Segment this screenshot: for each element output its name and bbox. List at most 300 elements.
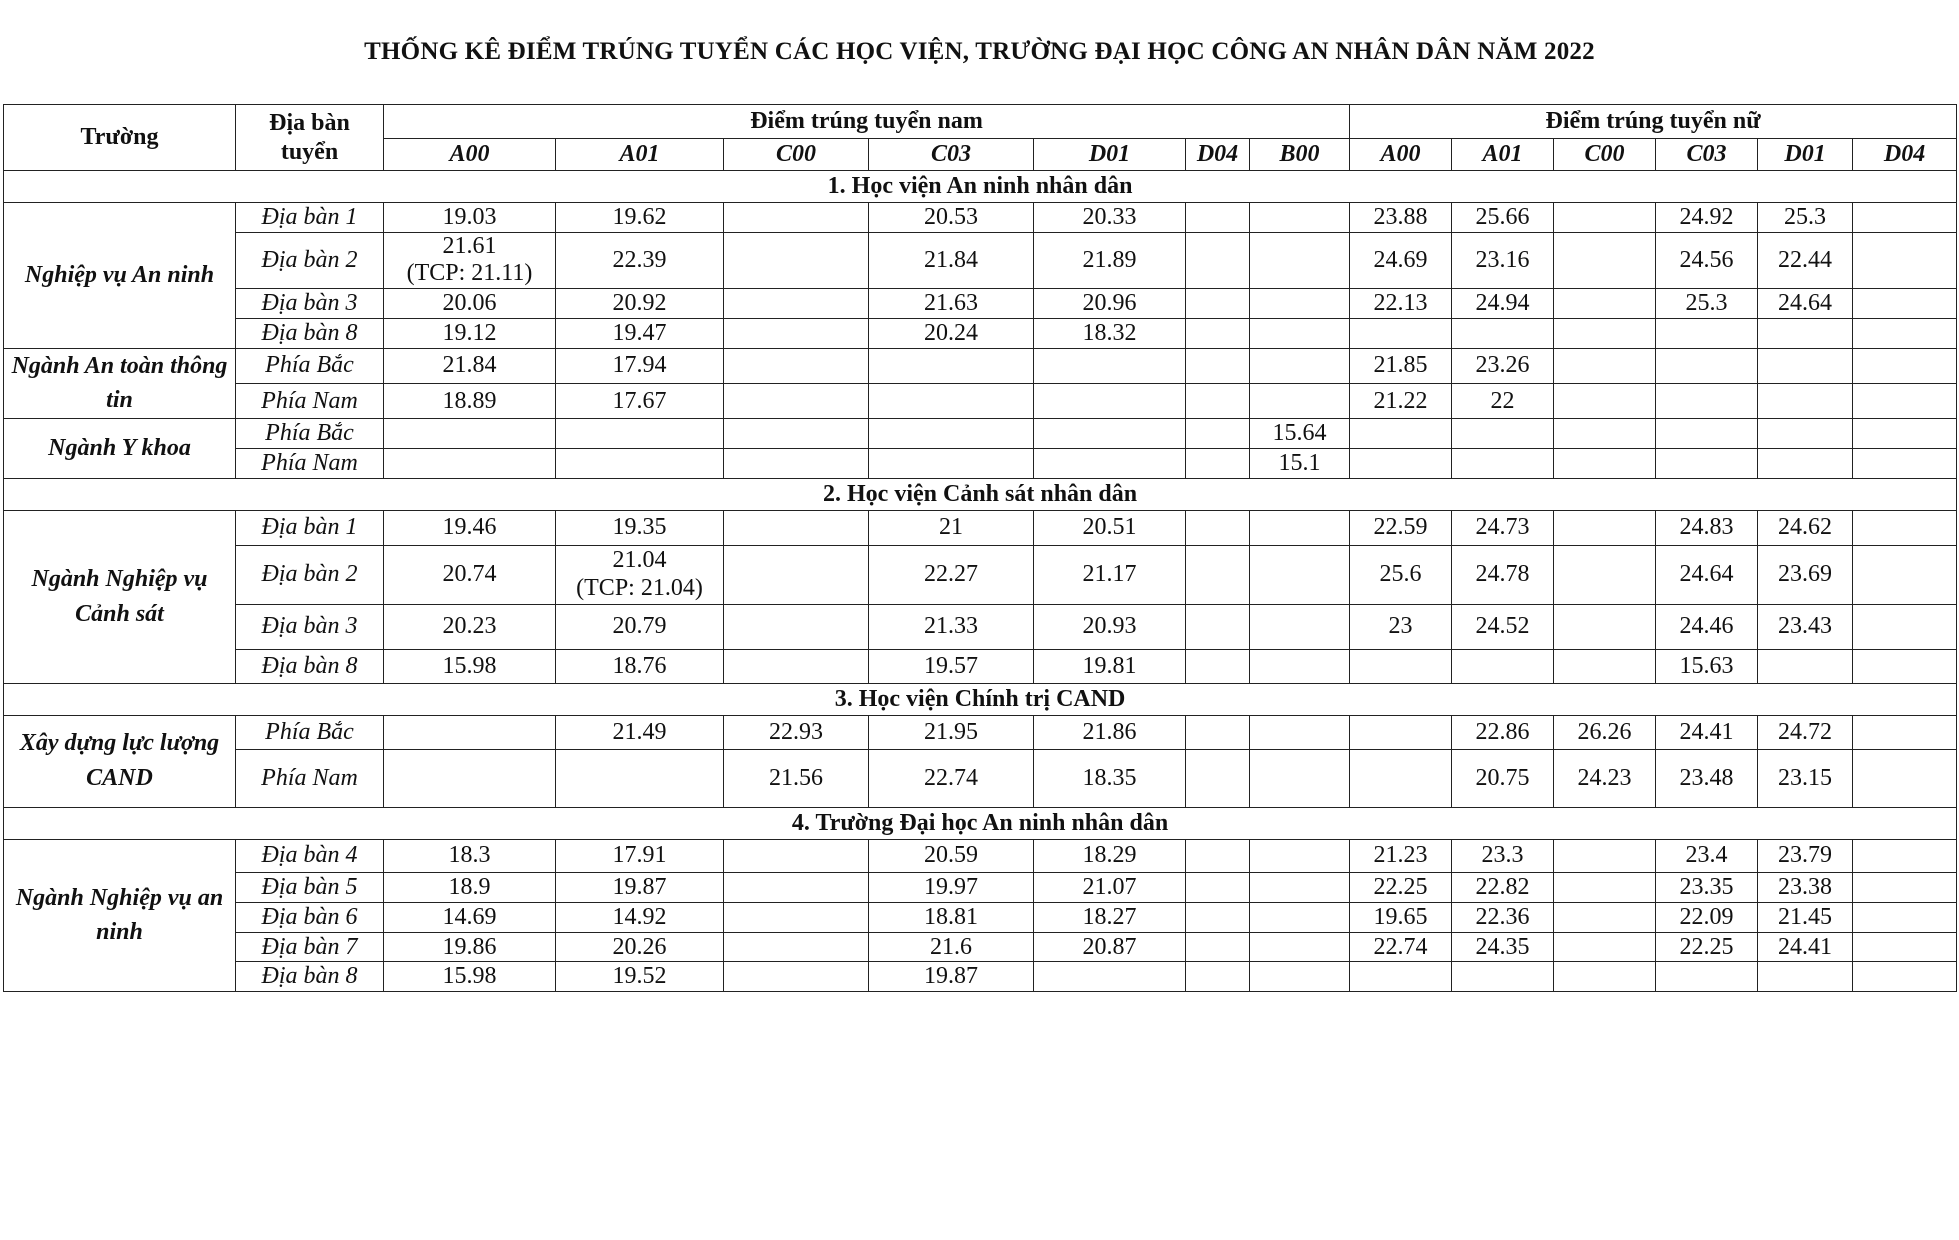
region-cell: Địa bàn 6: [236, 902, 384, 932]
female-score-cell: 22.13: [1350, 288, 1452, 318]
female-score-cell: [1350, 715, 1452, 749]
male-score-cell: [1250, 872, 1350, 902]
female-score-cell: 21.85: [1350, 348, 1452, 383]
female-score-cell: [1554, 510, 1656, 545]
female-score-cell: 25.3: [1758, 203, 1853, 233]
region-cell: Địa bàn 2: [236, 232, 384, 288]
female-score-cell: [1350, 962, 1452, 992]
male-score-cell: [384, 448, 556, 478]
section-title: 2. Học viện Cảnh sát nhân dân: [4, 478, 1957, 510]
female-score-cell: [1853, 962, 1957, 992]
female-score-cell: [1656, 962, 1758, 992]
male-score-cell: 22.93: [724, 715, 869, 749]
male-col-d04: D04: [1186, 139, 1250, 171]
score-table: [3, 104, 1957, 992]
male-score-cell: 20.79: [556, 604, 724, 649]
score-note: (TCP: 21.04): [576, 574, 703, 601]
male-score-cell: [1034, 448, 1186, 478]
program-name: Xây dựng lực lượng CAND: [4, 715, 236, 807]
male-score-cell: [724, 232, 869, 288]
female-score-cell: [1853, 448, 1957, 478]
table-row: [4, 962, 1957, 992]
male-score-cell: [724, 383, 869, 418]
female-score-cell: [1853, 232, 1957, 288]
male-score-cell: 15.64: [1250, 419, 1350, 449]
female-score-cell: 24.46: [1656, 604, 1758, 649]
male-score-cell: [1250, 318, 1350, 348]
female-score-cell: 24.41: [1656, 715, 1758, 749]
section-title: 1. Học viện An ninh nhân dân: [4, 171, 1957, 203]
male-score-cell: [1250, 962, 1350, 992]
male-score-cell: 20.59: [869, 839, 1034, 872]
male-score-cell: [1186, 232, 1250, 288]
male-score-cell: [869, 383, 1034, 418]
region-cell: Phía Bắc: [236, 419, 384, 449]
male-score-cell: 20.93: [1034, 604, 1186, 649]
female-score-cell: 24.41: [1758, 932, 1853, 962]
program-name: Nghiệp vụ An ninh: [4, 203, 236, 349]
male-score-cell: [724, 902, 869, 932]
male-score-cell: 18.89: [384, 383, 556, 418]
male-score-cell: 20.24: [869, 318, 1034, 348]
region-cell: Địa bàn 4: [236, 839, 384, 872]
score-value: 21.04: [612, 547, 667, 574]
male-score-cell: 21.84: [869, 232, 1034, 288]
table-row: [4, 839, 1957, 872]
male-score-cell: [1250, 604, 1350, 649]
male-score-cell: [1250, 839, 1350, 872]
male-score-cell: 19.03: [384, 203, 556, 233]
page-title: THỐNG KÊ ĐIỂM TRÚNG TUYỂN CÁC HỌC VIỆN, TRƯỜNG ĐẠI HỌC CÔNG AN NHÂN DÂN NĂM 2022: [364, 38, 1595, 65]
male-score-cell: 20.87: [1034, 932, 1186, 962]
male-score-cell: 21.49: [556, 715, 724, 749]
female-score-cell: [1554, 419, 1656, 449]
male-col-d01: D01: [1034, 139, 1186, 171]
male-score-cell: [1034, 419, 1186, 449]
male-score-cell: 22.74: [869, 749, 1034, 807]
female-score-cell: 23.16: [1452, 232, 1554, 288]
female-score-cell: 24.23: [1554, 749, 1656, 807]
male-score-cell: 19.57: [869, 649, 1034, 683]
male-score-cell: 19.87: [556, 872, 724, 902]
male-score-cell: [1186, 902, 1250, 932]
female-score-cell: [1554, 932, 1656, 962]
male-score-cell: [724, 545, 869, 604]
male-score-cell: [1186, 545, 1250, 604]
male-score-cell: [1186, 448, 1250, 478]
male-score-cell: 19.47: [556, 318, 724, 348]
male-score-cell: [1186, 839, 1250, 872]
table-row: [4, 232, 1957, 288]
score-note: (TCP: 21.11): [406, 260, 533, 287]
female-score-cell: [1452, 649, 1554, 683]
region-cell: Địa bàn 5: [236, 872, 384, 902]
female-score-cell: [1853, 203, 1957, 233]
female-score-cell: 23.35: [1656, 872, 1758, 902]
female-score-cell: 22.59: [1350, 510, 1452, 545]
female-score-cell: 23.3: [1452, 839, 1554, 872]
male-score-cell: [724, 348, 869, 383]
male-score-cell: 15.98: [384, 962, 556, 992]
female-score-cell: [1452, 419, 1554, 449]
female-col-a00: A00: [1350, 139, 1452, 171]
male-score-cell: [556, 419, 724, 449]
table-row: [4, 318, 1957, 348]
region-cell: Phía Bắc: [236, 715, 384, 749]
male-score-cell: 21.56: [724, 749, 869, 807]
male-score-cell: [724, 448, 869, 478]
table-row: [4, 383, 1957, 418]
female-score-cell: 24.72: [1758, 715, 1853, 749]
female-score-cell: [1554, 545, 1656, 604]
male-score-cell: [724, 510, 869, 545]
male-score-cell: 15.1: [1250, 448, 1350, 478]
male-score-cell: 21.95: [869, 715, 1034, 749]
female-score-cell: [1853, 288, 1957, 318]
male-score-cell: [1250, 203, 1350, 233]
male-score-cell: 20.51: [1034, 510, 1186, 545]
female-score-cell: [1853, 932, 1957, 962]
male-score-cell: 14.69: [384, 902, 556, 932]
table-row: [4, 510, 1957, 545]
female-score-cell: [1853, 318, 1957, 348]
female-score-cell: [1853, 839, 1957, 872]
female-score-cell: 22.25: [1350, 872, 1452, 902]
female-score-cell: 24.52: [1452, 604, 1554, 649]
female-col-a01: A01: [1452, 139, 1554, 171]
male-score-cell: [724, 649, 869, 683]
female-score-cell: [1758, 383, 1853, 418]
female-score-cell: 21.22: [1350, 383, 1452, 418]
male-score-cell: 18.27: [1034, 902, 1186, 932]
female-score-cell: [1452, 962, 1554, 992]
male-score-cell: 17.94: [556, 348, 724, 383]
header-region-line2: tuyển: [280, 138, 339, 165]
female-score-cell: [1853, 510, 1957, 545]
table-row: [4, 419, 1957, 449]
male-score-cell: 20.53: [869, 203, 1034, 233]
male-score-cell: [869, 419, 1034, 449]
female-score-cell: 23.69: [1758, 545, 1853, 604]
female-score-cell: [1853, 545, 1957, 604]
female-score-cell: [1758, 649, 1853, 683]
female-score-cell: [1554, 604, 1656, 649]
male-score-cell: 17.67: [556, 383, 724, 418]
female-score-cell: [1350, 318, 1452, 348]
male-score-cell: 20.23: [384, 604, 556, 649]
header-region: [236, 105, 384, 171]
male-score-cell: [1250, 545, 1350, 604]
female-score-cell: [1554, 203, 1656, 233]
section-title: 4. Trường Đại học An ninh nhân dân: [4, 807, 1957, 839]
region-cell: Địa bàn 7: [236, 932, 384, 962]
male-score-cell: [1250, 749, 1350, 807]
region-cell: Địa bàn 3: [236, 288, 384, 318]
male-score-cell: [724, 872, 869, 902]
female-score-cell: [1758, 318, 1853, 348]
female-score-cell: 15.63: [1656, 649, 1758, 683]
female-score-cell: 24.94: [1452, 288, 1554, 318]
region-cell: Địa bàn 1: [236, 203, 384, 233]
table-row: [4, 545, 1957, 604]
male-score-cell: 22.39: [556, 232, 724, 288]
male-score-cell: [1250, 383, 1350, 418]
male-score-cell: 18.81: [869, 902, 1034, 932]
male-score-cell: [1250, 715, 1350, 749]
female-score-cell: [1758, 348, 1853, 383]
male-score-cell: [1186, 962, 1250, 992]
male-score-cell: [384, 232, 556, 288]
female-score-cell: [1554, 383, 1656, 418]
female-score-cell: 24.64: [1758, 288, 1853, 318]
header-school: Trường: [4, 105, 236, 171]
male-score-cell: [724, 288, 869, 318]
female-score-cell: 25.3: [1656, 288, 1758, 318]
female-score-cell: [1853, 872, 1957, 902]
female-score-cell: 24.73: [1452, 510, 1554, 545]
female-score-cell: 24.92: [1656, 203, 1758, 233]
table-row: [4, 203, 1957, 233]
male-score-cell: [724, 203, 869, 233]
male-score-cell: 20.06: [384, 288, 556, 318]
male-score-cell: 21.86: [1034, 715, 1186, 749]
female-score-cell: [1656, 318, 1758, 348]
female-score-cell: [1656, 383, 1758, 418]
male-score-cell: 21.07: [1034, 872, 1186, 902]
female-score-cell: 19.65: [1350, 902, 1452, 932]
female-score-cell: 22.44: [1758, 232, 1853, 288]
male-score-cell: [1186, 318, 1250, 348]
male-score-cell: [1186, 749, 1250, 807]
program-name: Ngành Nghiệp vụ an ninh: [4, 839, 236, 991]
female-score-cell: 26.26: [1554, 715, 1656, 749]
female-score-cell: 23.48: [1656, 749, 1758, 807]
male-score-cell: [1186, 932, 1250, 962]
male-score-cell: [384, 715, 556, 749]
female-score-cell: 24.35: [1452, 932, 1554, 962]
female-score-cell: 22: [1452, 383, 1554, 418]
female-score-cell: [1350, 649, 1452, 683]
female-col-d01: D01: [1758, 139, 1853, 171]
male-score-cell: 18.35: [1034, 749, 1186, 807]
female-score-cell: [1656, 448, 1758, 478]
male-col-c03: C03: [869, 139, 1034, 171]
female-score-cell: [1554, 839, 1656, 872]
female-score-cell: 23: [1350, 604, 1452, 649]
female-score-cell: 23.4: [1656, 839, 1758, 872]
male-score-cell: 19.52: [556, 962, 724, 992]
male-score-cell: 20.92: [556, 288, 724, 318]
female-score-cell: [1758, 448, 1853, 478]
female-score-cell: [1452, 448, 1554, 478]
female-score-cell: [1853, 902, 1957, 932]
male-score-cell: [1250, 902, 1350, 932]
male-score-cell: [724, 962, 869, 992]
region-cell: Phía Bắc: [236, 348, 384, 383]
female-col-d04: D04: [1853, 139, 1957, 171]
female-score-cell: 22.82: [1452, 872, 1554, 902]
male-score-cell: 19.86: [384, 932, 556, 962]
male-score-cell: [724, 419, 869, 449]
female-score-cell: 24.83: [1656, 510, 1758, 545]
female-score-cell: [1350, 749, 1452, 807]
female-col-c00: C00: [1554, 139, 1656, 171]
female-score-cell: [1853, 383, 1957, 418]
female-score-cell: [1853, 649, 1957, 683]
male-score-cell: [1186, 510, 1250, 545]
female-score-cell: [1853, 348, 1957, 383]
male-score-cell: 19.87: [869, 962, 1034, 992]
male-score-cell: 21.89: [1034, 232, 1186, 288]
female-score-cell: 23.79: [1758, 839, 1853, 872]
male-score-cell: [1034, 383, 1186, 418]
male-score-cell: [384, 749, 556, 807]
region-cell: Địa bàn 8: [236, 649, 384, 683]
female-score-cell: [1554, 649, 1656, 683]
male-score-cell: 19.62: [556, 203, 724, 233]
male-score-cell: 19.97: [869, 872, 1034, 902]
male-score-cell: [1186, 649, 1250, 683]
male-score-cell: [1250, 232, 1350, 288]
score-value: 21.61: [442, 232, 497, 259]
male-score-cell: [724, 839, 869, 872]
table-row: [4, 448, 1957, 478]
female-score-cell: 22.25: [1656, 932, 1758, 962]
female-score-cell: 25.66: [1452, 203, 1554, 233]
male-score-cell: [1250, 510, 1350, 545]
male-score-cell: 22.27: [869, 545, 1034, 604]
region-cell: Địa bàn 1: [236, 510, 384, 545]
male-score-cell: 20.26: [556, 932, 724, 962]
female-score-cell: 24.56: [1656, 232, 1758, 288]
region-cell: Phía Nam: [236, 383, 384, 418]
male-score-cell: 15.98: [384, 649, 556, 683]
male-score-cell: 21.17: [1034, 545, 1186, 604]
male-score-cell: [1186, 383, 1250, 418]
male-score-cell: 19.81: [1034, 649, 1186, 683]
male-score-cell: [869, 448, 1034, 478]
male-score-cell: 21.6: [869, 932, 1034, 962]
female-score-cell: [1758, 419, 1853, 449]
male-score-cell: 19.46: [384, 510, 556, 545]
female-score-cell: 23.43: [1758, 604, 1853, 649]
table-row: [4, 604, 1957, 649]
male-score-cell: [1186, 203, 1250, 233]
female-score-cell: 24.69: [1350, 232, 1452, 288]
program-name: Ngành Nghiệp vụ Cảnh sát: [4, 510, 236, 683]
female-score-cell: [1350, 419, 1452, 449]
female-score-cell: [1554, 448, 1656, 478]
male-score-cell: [724, 604, 869, 649]
male-score-cell: [384, 419, 556, 449]
female-score-cell: [1554, 872, 1656, 902]
male-score-cell: [724, 932, 869, 962]
table-row: [4, 348, 1957, 383]
male-score-cell: 20.96: [1034, 288, 1186, 318]
male-score-cell: 20.33: [1034, 203, 1186, 233]
male-score-cell: 21: [869, 510, 1034, 545]
male-score-cell: 18.9: [384, 872, 556, 902]
female-col-c03: C03: [1656, 139, 1758, 171]
female-score-cell: [1554, 902, 1656, 932]
male-col-a00: A00: [384, 139, 556, 171]
female-score-cell: 23.15: [1758, 749, 1853, 807]
male-score-cell: [1034, 348, 1186, 383]
female-score-cell: 23.26: [1452, 348, 1554, 383]
male-score-cell: 21.63: [869, 288, 1034, 318]
male-score-cell: 19.12: [384, 318, 556, 348]
female-score-cell: 22.86: [1452, 715, 1554, 749]
male-score-cell: [1186, 419, 1250, 449]
male-score-cell: [556, 749, 724, 807]
header-female: Điểm trúng tuyển nữ: [1350, 105, 1957, 139]
female-score-cell: 22.74: [1350, 932, 1452, 962]
male-score-cell: 18.76: [556, 649, 724, 683]
table-row: [4, 749, 1957, 807]
section-title: 3. Học viện Chính trị CAND: [4, 683, 1957, 715]
male-score-cell: [1250, 288, 1350, 318]
region-cell: Địa bàn 8: [236, 962, 384, 992]
header-region-line1: Địa bàn: [269, 109, 350, 136]
female-score-cell: 22.09: [1656, 902, 1758, 932]
male-score-cell: [1250, 348, 1350, 383]
table-row: [4, 932, 1957, 962]
female-score-cell: [1554, 232, 1656, 288]
male-col-a01: A01: [556, 139, 724, 171]
table-row: [4, 649, 1957, 683]
male-score-cell: 18.3: [384, 839, 556, 872]
table-row: [4, 288, 1957, 318]
table-row: [4, 872, 1957, 902]
female-score-cell: 21.23: [1350, 839, 1452, 872]
region-cell: Phía Nam: [236, 448, 384, 478]
male-score-cell: 19.35: [556, 510, 724, 545]
male-score-cell: 14.92: [556, 902, 724, 932]
female-score-cell: [1554, 318, 1656, 348]
female-score-cell: [1853, 419, 1957, 449]
female-score-cell: [1656, 419, 1758, 449]
male-score-cell: 21.33: [869, 604, 1034, 649]
female-score-cell: 20.75: [1452, 749, 1554, 807]
male-score-cell: 18.29: [1034, 839, 1186, 872]
table-row: [4, 715, 1957, 749]
male-score-cell: [556, 448, 724, 478]
male-score-cell: [1250, 649, 1350, 683]
female-score-cell: [1853, 604, 1957, 649]
male-score-cell: 18.32: [1034, 318, 1186, 348]
male-score-cell: [1186, 872, 1250, 902]
female-score-cell: [1350, 448, 1452, 478]
male-score-cell: [556, 545, 724, 604]
female-score-cell: [1758, 962, 1853, 992]
program-name: Ngành An toàn thông tin: [4, 348, 236, 419]
header-male: Điểm trúng tuyển nam: [384, 105, 1350, 139]
male-score-cell: 21.84: [384, 348, 556, 383]
region-cell: Địa bàn 3: [236, 604, 384, 649]
female-score-cell: 23.38: [1758, 872, 1853, 902]
female-score-cell: [1554, 962, 1656, 992]
female-score-cell: [1554, 288, 1656, 318]
male-col-b00: B00: [1250, 139, 1350, 171]
male-score-cell: [869, 348, 1034, 383]
male-col-c00: C00: [724, 139, 869, 171]
male-score-cell: 20.74: [384, 545, 556, 604]
male-score-cell: [724, 318, 869, 348]
male-score-cell: [1186, 288, 1250, 318]
female-score-cell: 24.78: [1452, 545, 1554, 604]
female-score-cell: [1853, 715, 1957, 749]
female-score-cell: [1452, 318, 1554, 348]
